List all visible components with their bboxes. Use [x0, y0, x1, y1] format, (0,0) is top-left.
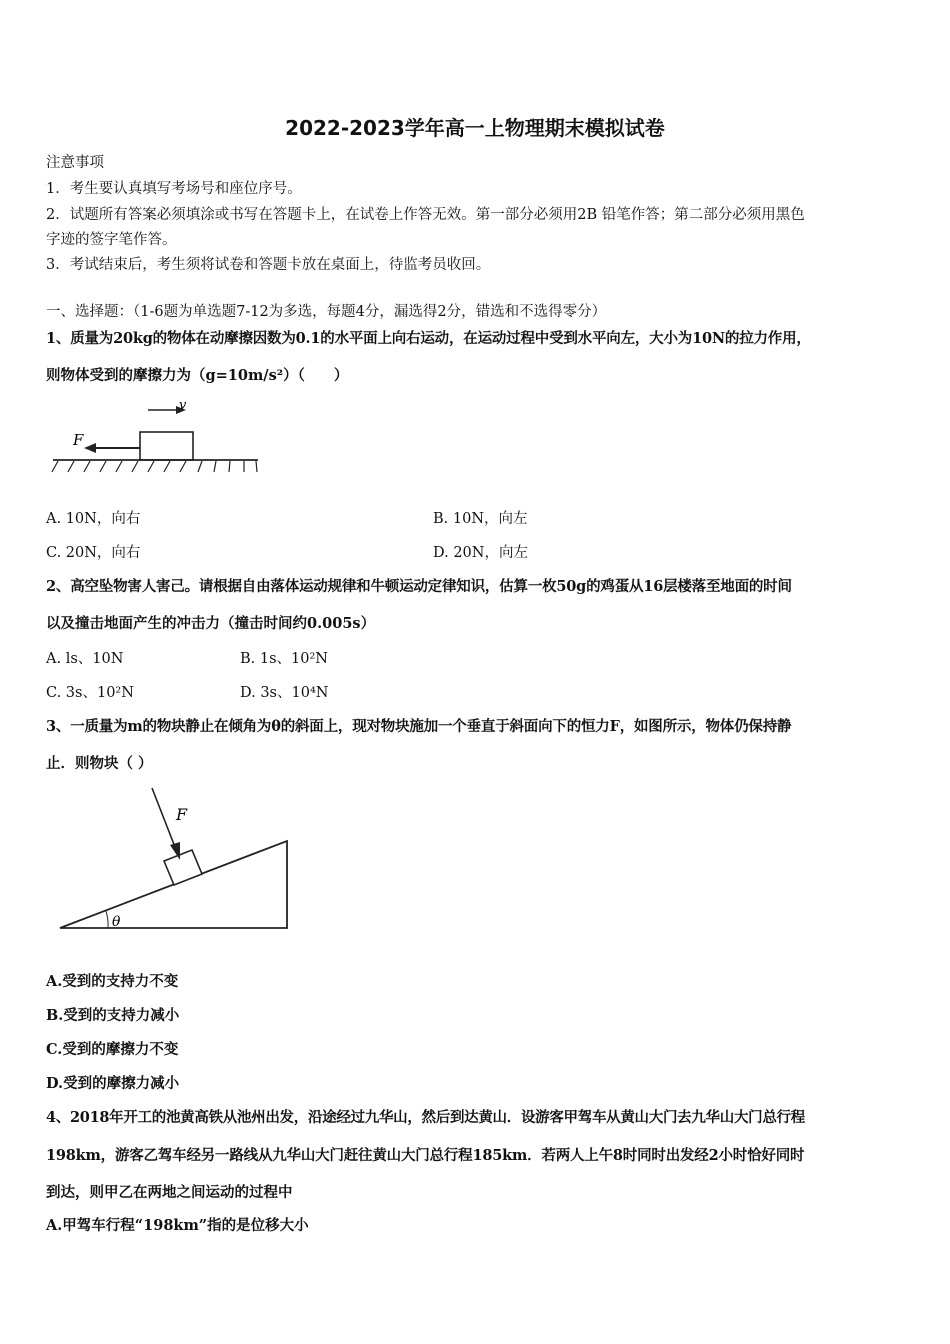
q3-option-d[interactable]: D.受到的摩擦力减小 [46, 1075, 180, 1092]
notice-heading: 注意事项 [46, 155, 104, 171]
q2-stem-line1: 2、高空坠物害人害己。请根据自由落体运动规律和牛顿运动定律知识，估算一枚50g的鸡蛋从16层楼落至地面的时间 [46, 578, 792, 595]
q1-velocity-label: v [179, 398, 187, 413]
q4-stem-line3: 到达，则甲乙在两地之间运动的过程中 [46, 1184, 293, 1201]
q4-option-a[interactable]: A.甲驾车行程“198km”指的是位移大小 [46, 1217, 309, 1234]
q2-option-d[interactable]: D. 3s、10⁴N [240, 685, 329, 701]
page-title: 2022-2023学年高一上物理期末模拟试卷 [285, 116, 665, 140]
q3-option-c[interactable]: C.受到的摩擦力不变 [46, 1041, 179, 1058]
q3-stem-line2: 止．则物块（ ） [46, 755, 153, 772]
q2-option-b[interactable]: B. 1s、10²N [240, 651, 328, 667]
notice-item-3: 3．考试结束后，考生须将试卷和答题卡放在桌面上，待监考员收回。 [46, 257, 491, 273]
q1-block-figure [48, 392, 263, 480]
q3-option-a[interactable]: A.受到的支持力不变 [46, 973, 179, 990]
q2-option-a[interactable]: A. ls、10N [46, 651, 124, 667]
q1-option-b[interactable]: B. 10N，向左 [433, 511, 528, 527]
q4-stem-line1: 4、2018年开工的池黄高铁从池州出发，沿途经过九华山，然后到达黄山．设游客甲驾车从黄山大门去九华山大门总行程 [46, 1109, 805, 1126]
q3-stem-line1: 3、一质量为m的物块静止在倾角为θ的斜面上，现对物块施加一个垂直于斜面向下的恒力F，如图所示，物体仍保持静 [46, 718, 792, 735]
q3-force-label: F [176, 805, 188, 824]
q1-force-label: F [73, 431, 84, 449]
q3-angle-label: θ [112, 914, 121, 930]
notice-item-1: 1．考生要认真填写考场号和座位序号。 [46, 181, 302, 197]
q3-option-b[interactable]: B.受到的支持力减小 [46, 1007, 180, 1024]
q2-stem-line2: 以及撞击地面产生的冲击力（撞击时间约0.005s） [46, 615, 376, 632]
q4-stem-line2: 198km，游客乙驾车经另一路线从九华山大门赶往黄山大门总行程185km．若两人上午8时同时出发经2小时恰好同时 [46, 1147, 805, 1164]
q3-incline-figure [56, 782, 296, 934]
q2-option-c[interactable]: C. 3s、10²N [46, 685, 134, 701]
section-heading: 一、选择题：（1-6题为单选题7-12为多选，每题4分，漏选得2分，错选和不选得零分） [46, 304, 607, 320]
q1-stem-line2: 则物体受到的摩擦力为（g=10m/s²）（ ） [46, 367, 349, 384]
notice-item-2-cont: 字迹的签字笔作答。 [46, 232, 177, 248]
q1-stem-line1: 1、质量为20kg的物体在动摩擦因数为0.1的水平面上向右运动，在运动过程中受到水平向左，大小为10N的拉力作用， [46, 330, 811, 347]
q1-option-c[interactable]: C. 20N，向右 [46, 545, 141, 561]
notice-item-2: 2．试题所有答案必须填涂或书写在答题卡上，在试卷上作答无效。第一部分必须用2B 铅笔作答；第二部分必须用黑色 [46, 207, 805, 223]
q1-option-d[interactable]: D. 20N，向左 [433, 545, 528, 561]
q1-option-a[interactable]: A. 10N，向右 [46, 511, 141, 527]
